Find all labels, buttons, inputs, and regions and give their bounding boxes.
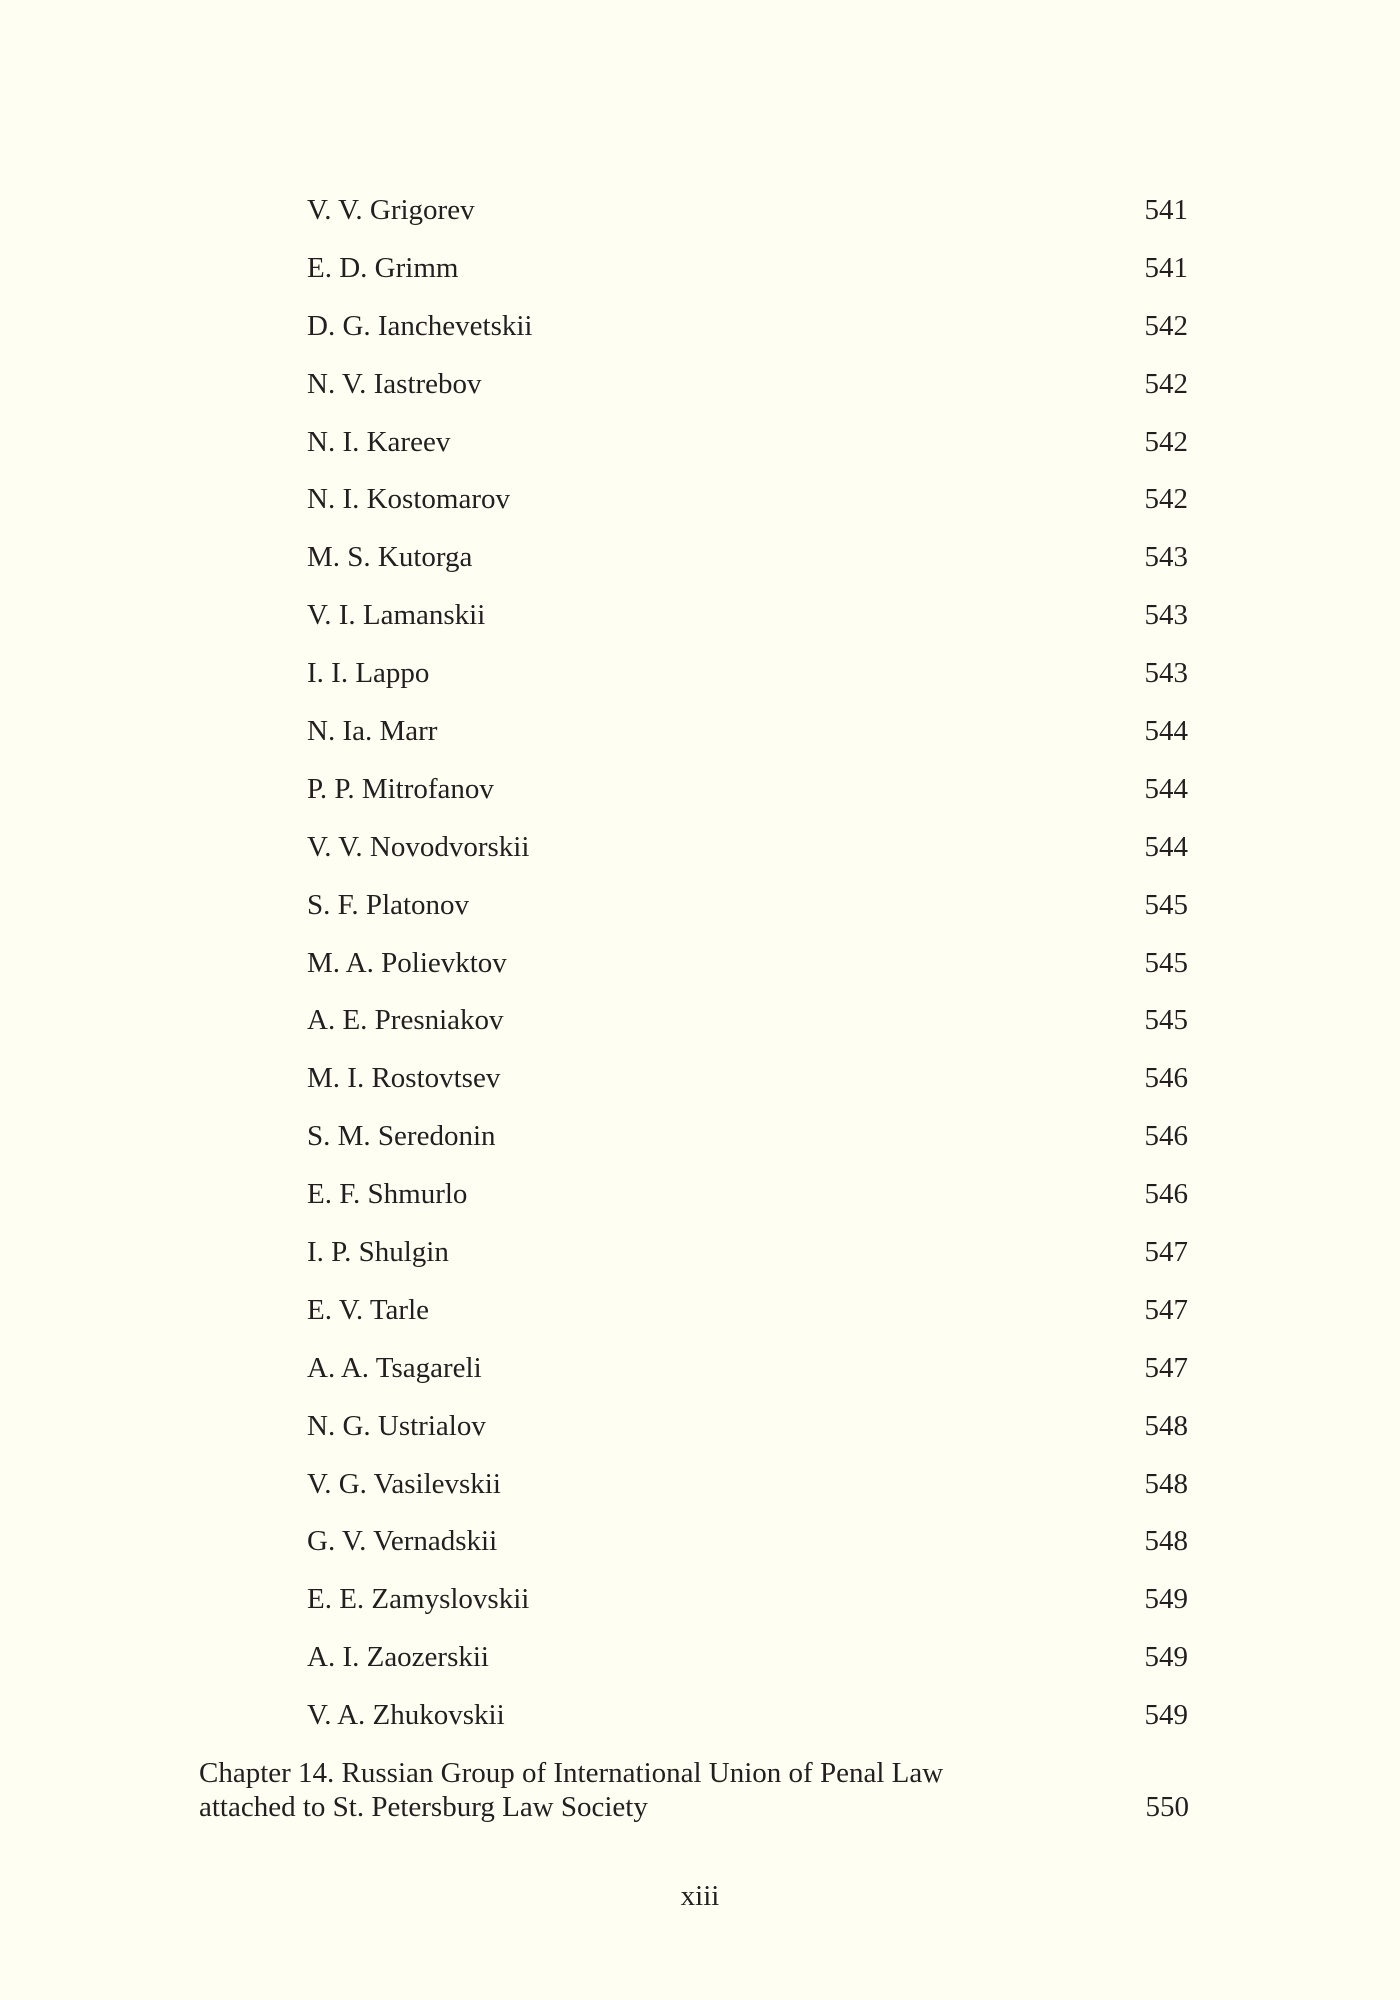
toc-entry: [0, 823, 1400, 881]
toc-entry: [0, 996, 1400, 1054]
toc-entry-name: N. V. Iastrebov: [307, 367, 482, 400]
toc-entry-page: 546: [1144, 1120, 1188, 1153]
toc-entry-page: 545: [1144, 888, 1188, 921]
toc-entry-name: E. F. Shmurlo: [307, 1178, 468, 1211]
toc-entry-name: S. M. Seredonin: [307, 1120, 496, 1153]
toc-entry-name: D. G. Ianchevetskii: [307, 309, 533, 342]
toc-list: [0, 186, 1400, 1749]
toc-chapter-entry: [199, 1756, 1189, 1824]
toc-entry-page: 549: [1144, 1641, 1188, 1674]
toc-entry-name: P. P. Mitrofanov: [307, 772, 494, 805]
toc-entry-name: E. E. Zamyslovskii: [307, 1583, 530, 1616]
toc-entry-name: I. I. Lappo: [307, 657, 430, 690]
toc-entry-name: E. D. Grimm: [307, 251, 459, 284]
toc-entry: [0, 1517, 1400, 1575]
toc-entry: [0, 649, 1400, 707]
toc-entry-page: 542: [1144, 367, 1188, 400]
toc-entry: [0, 186, 1400, 244]
toc-entry: [0, 1460, 1400, 1518]
toc-entry-page: 543: [1144, 541, 1188, 574]
toc-entry: [0, 418, 1400, 476]
toc-entry-name: I. P. Shulgin: [307, 1236, 449, 1269]
toc-entry-page: 545: [1144, 1004, 1188, 1037]
page-folio: xiii: [680, 1880, 720, 1912]
toc-entry-name: N. Ia. Marr: [307, 715, 438, 748]
toc-entry-page: 545: [1144, 946, 1188, 979]
toc-entry-name: M. S. Kutorga: [307, 541, 473, 574]
toc-entry-name: V. V. Grigorev: [307, 194, 475, 226]
toc-entry-page: 543: [1144, 657, 1188, 690]
toc-entry: [0, 765, 1400, 823]
toc-entry: [0, 244, 1400, 302]
toc-entry-name: V. I. Lamanskii: [307, 599, 486, 632]
toc-entry-page: 541: [1144, 251, 1188, 284]
toc-entry: [0, 1228, 1400, 1286]
toc-entry-name: G. V. Vernadskii: [307, 1525, 498, 1558]
toc-entry-page: 546: [1144, 1062, 1188, 1095]
toc-entry: [0, 1344, 1400, 1402]
chapter-title-line-1: Chapter 14. Russian Group of International Union of Penal Law: [199, 1757, 944, 1789]
toc-entry: [0, 1691, 1400, 1749]
toc-entry-name: N. I. Kostomarov: [307, 483, 510, 516]
toc-entry-page: 547: [1144, 1236, 1188, 1269]
toc-entry-page: 542: [1144, 425, 1188, 458]
toc-entry-page: 548: [1144, 1525, 1188, 1558]
toc-entry: [0, 533, 1400, 591]
toc-entry-name: V. V. Novodvorskii: [307, 830, 530, 863]
toc-entry-page: 547: [1144, 1351, 1188, 1384]
toc-entry-name: A. I. Zaozerskii: [307, 1641, 489, 1674]
toc-entry-name: M. I. Rostovtsev: [307, 1062, 501, 1095]
toc-entry-name: E. V. Tarle: [307, 1293, 430, 1326]
toc-entry-page: 543: [1144, 599, 1188, 632]
toc-entry-page: 547: [1144, 1293, 1188, 1326]
toc-entry: [0, 475, 1400, 533]
toc-entry-page: 549: [1144, 1583, 1188, 1616]
toc-entry-name: A. E. Presniakov: [307, 1004, 504, 1037]
toc-entry-name: S. F. Platonov: [307, 888, 470, 921]
toc-entry-name: N. G. Ustrialov: [307, 1409, 486, 1442]
toc-entry: [0, 707, 1400, 765]
toc-entry-page: 548: [1144, 1467, 1188, 1500]
toc-entry: [0, 1170, 1400, 1228]
toc-entry-name: N. I. Kareev: [307, 425, 451, 458]
toc-entry-page: 541: [1144, 194, 1188, 226]
toc-entry-name: V. A. Zhukovskii: [307, 1699, 505, 1732]
chapter-title-line-2: attached to St. Petersburg Law Society: [199, 1791, 648, 1823]
toc-entry-page: 546: [1144, 1178, 1188, 1211]
toc-entry-page: 542: [1144, 309, 1188, 342]
toc-entry-page: 544: [1144, 830, 1188, 863]
toc-entry: [0, 1575, 1400, 1633]
toc-entry-name: M. A. Polievktov: [307, 946, 507, 979]
toc-entry-page: 542: [1144, 483, 1188, 516]
toc-entry-page: 544: [1144, 715, 1188, 748]
toc-entry: [0, 1054, 1400, 1112]
toc-entry: [0, 881, 1400, 939]
toc-entry: [0, 1633, 1400, 1691]
toc-entry-name: A. A. Tsagareli: [307, 1351, 482, 1384]
toc-entry: [0, 360, 1400, 418]
toc-entry-page: 548: [1144, 1409, 1188, 1442]
toc-entry-page: 549: [1144, 1699, 1188, 1732]
toc-entry: [0, 591, 1400, 649]
toc-entry: [0, 302, 1400, 360]
chapter-page-number: 550: [1145, 1791, 1189, 1823]
toc-entry: [0, 1402, 1400, 1460]
toc-entry-page: 544: [1144, 772, 1188, 805]
toc-entry: [0, 1112, 1400, 1170]
toc-entry: [0, 1286, 1400, 1344]
toc-entry: [0, 939, 1400, 997]
toc-entry-name: V. G. Vasilevskii: [307, 1467, 501, 1500]
